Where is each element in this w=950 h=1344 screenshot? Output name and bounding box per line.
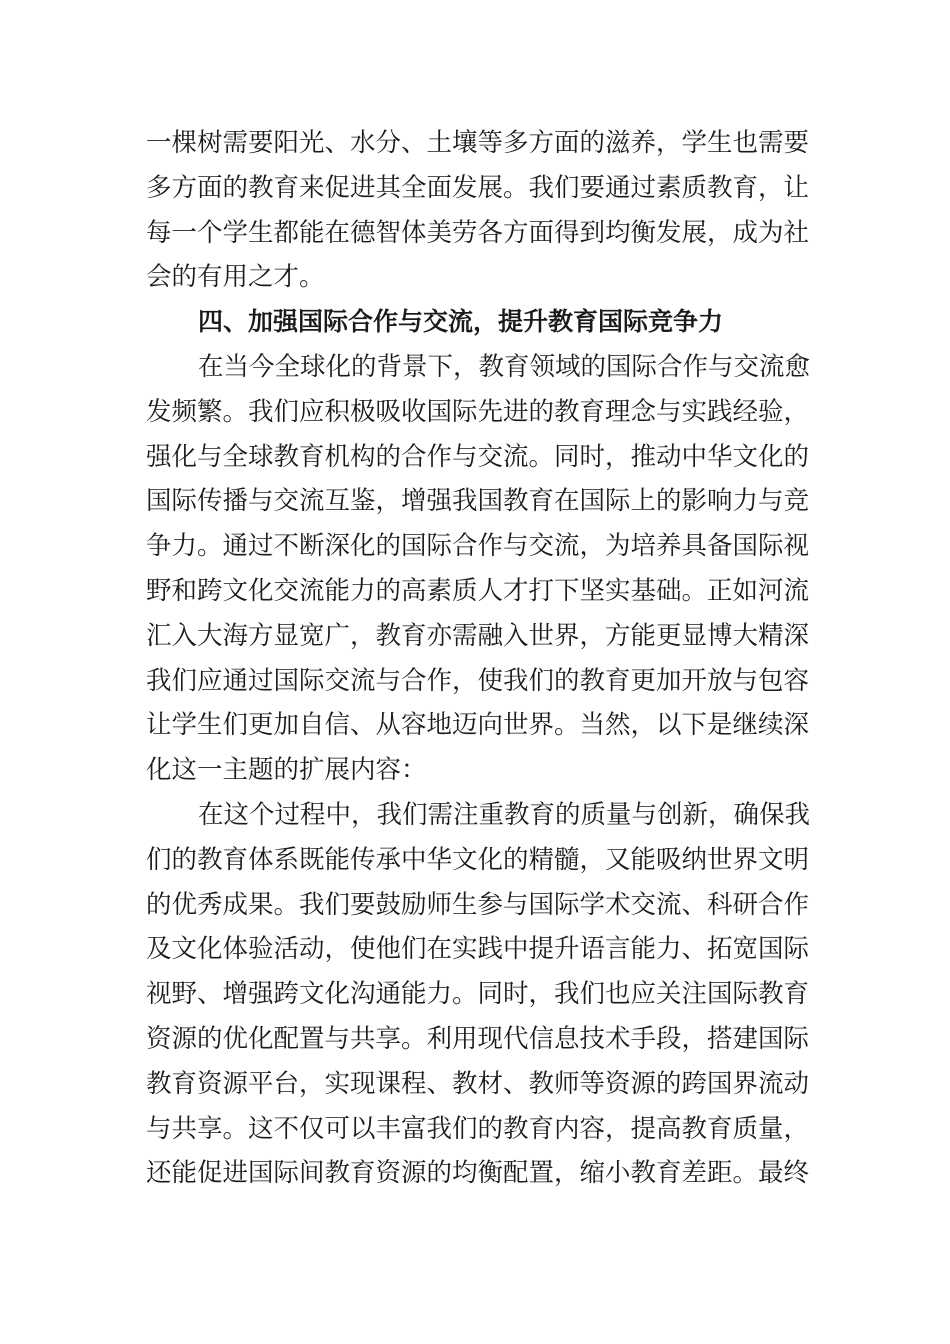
paragraph-line: 还能促进国际间教育资源的均衡配置，缩小教育差距。最终 — [146, 1158, 810, 1189]
paragraph-line: 我们应通过国际交流与合作，使我们的教育更加开放与包容 — [146, 665, 810, 696]
paragraph-line: 在这个过程中，我们需注重教育的质量与创新，确保我 — [198, 799, 811, 830]
paragraph-line: 的优秀成果。我们要鼓励师生参与国际学术交流、科研合作 — [146, 889, 810, 920]
paragraph-line: 会的有用之才。 — [146, 262, 325, 293]
paragraph-line: 汇入大海方显宽广，教育亦需融入世界，方能更显博大精深 — [146, 620, 810, 651]
paragraph-2 — [146, 345, 811, 793]
paragraph-line: 一棵树需要阳光、水分、土壤等多方面的滋养，学生也需要 — [146, 128, 810, 158]
section-heading: 四、加强国际合作与交流，提升教育国际竞争力 — [198, 307, 724, 337]
paragraph-line: 发频繁。我们应积极吸收国际先进的教育理念与实践经验， — [146, 396, 810, 427]
paragraph-line: 及文化体验活动，使他们在实践中提升语言能力、拓宽国际 — [146, 934, 810, 965]
paragraph-line: 资源的优化配置与共享。利用现代信息技术手段，搭建国际 — [146, 1023, 810, 1054]
paragraph-line: 化这一主题的扩展内容： — [146, 755, 427, 786]
paragraph-line: 让学生们更加自信、从容地迈向世界。当然，以下是继续深 — [146, 710, 810, 741]
document-body — [146, 121, 811, 1196]
paragraph-line: 多方面的教育来促进其全面发展。我们要通过素质教育，让 — [146, 172, 810, 203]
paragraph-line: 每一个学生都能在德智体美劳各方面得到均衡发展，成为社 — [146, 217, 810, 248]
paragraph-line: 们的教育体系既能传承中华文化的精髓，又能吸纳世界文明 — [146, 844, 810, 875]
paragraph-line: 视野、增强跨文化沟通能力。同时，我们也应关注国际教育 — [146, 979, 810, 1010]
paragraph-line: 与共享。这不仅可以丰富我们的教育内容，提高教育质量， — [146, 1113, 810, 1144]
paragraph-line: 强化与全球教育机构的合作与交流。同时，推动中华文化的 — [146, 441, 810, 472]
paragraph-line: 教育资源平台，实现课程、教材、教师等资源的跨国界流动 — [146, 1068, 810, 1099]
paragraph-line: 在当今全球化的背景下，教育领域的国际合作与交流愈 — [198, 351, 811, 382]
paragraph-line: 国际传播与交流互鉴，增强我国教育在国际上的影响力与竞 — [146, 486, 810, 517]
paragraph-1 — [146, 121, 808, 300]
paragraph-line: 野和跨文化交流能力的高素质人才打下坚实基础。正如河流 — [146, 575, 810, 606]
paragraph-3 — [146, 793, 811, 1196]
paragraph-line: 争力。通过不断深化的国际合作与交流，为培养具备国际视 — [146, 531, 810, 562]
